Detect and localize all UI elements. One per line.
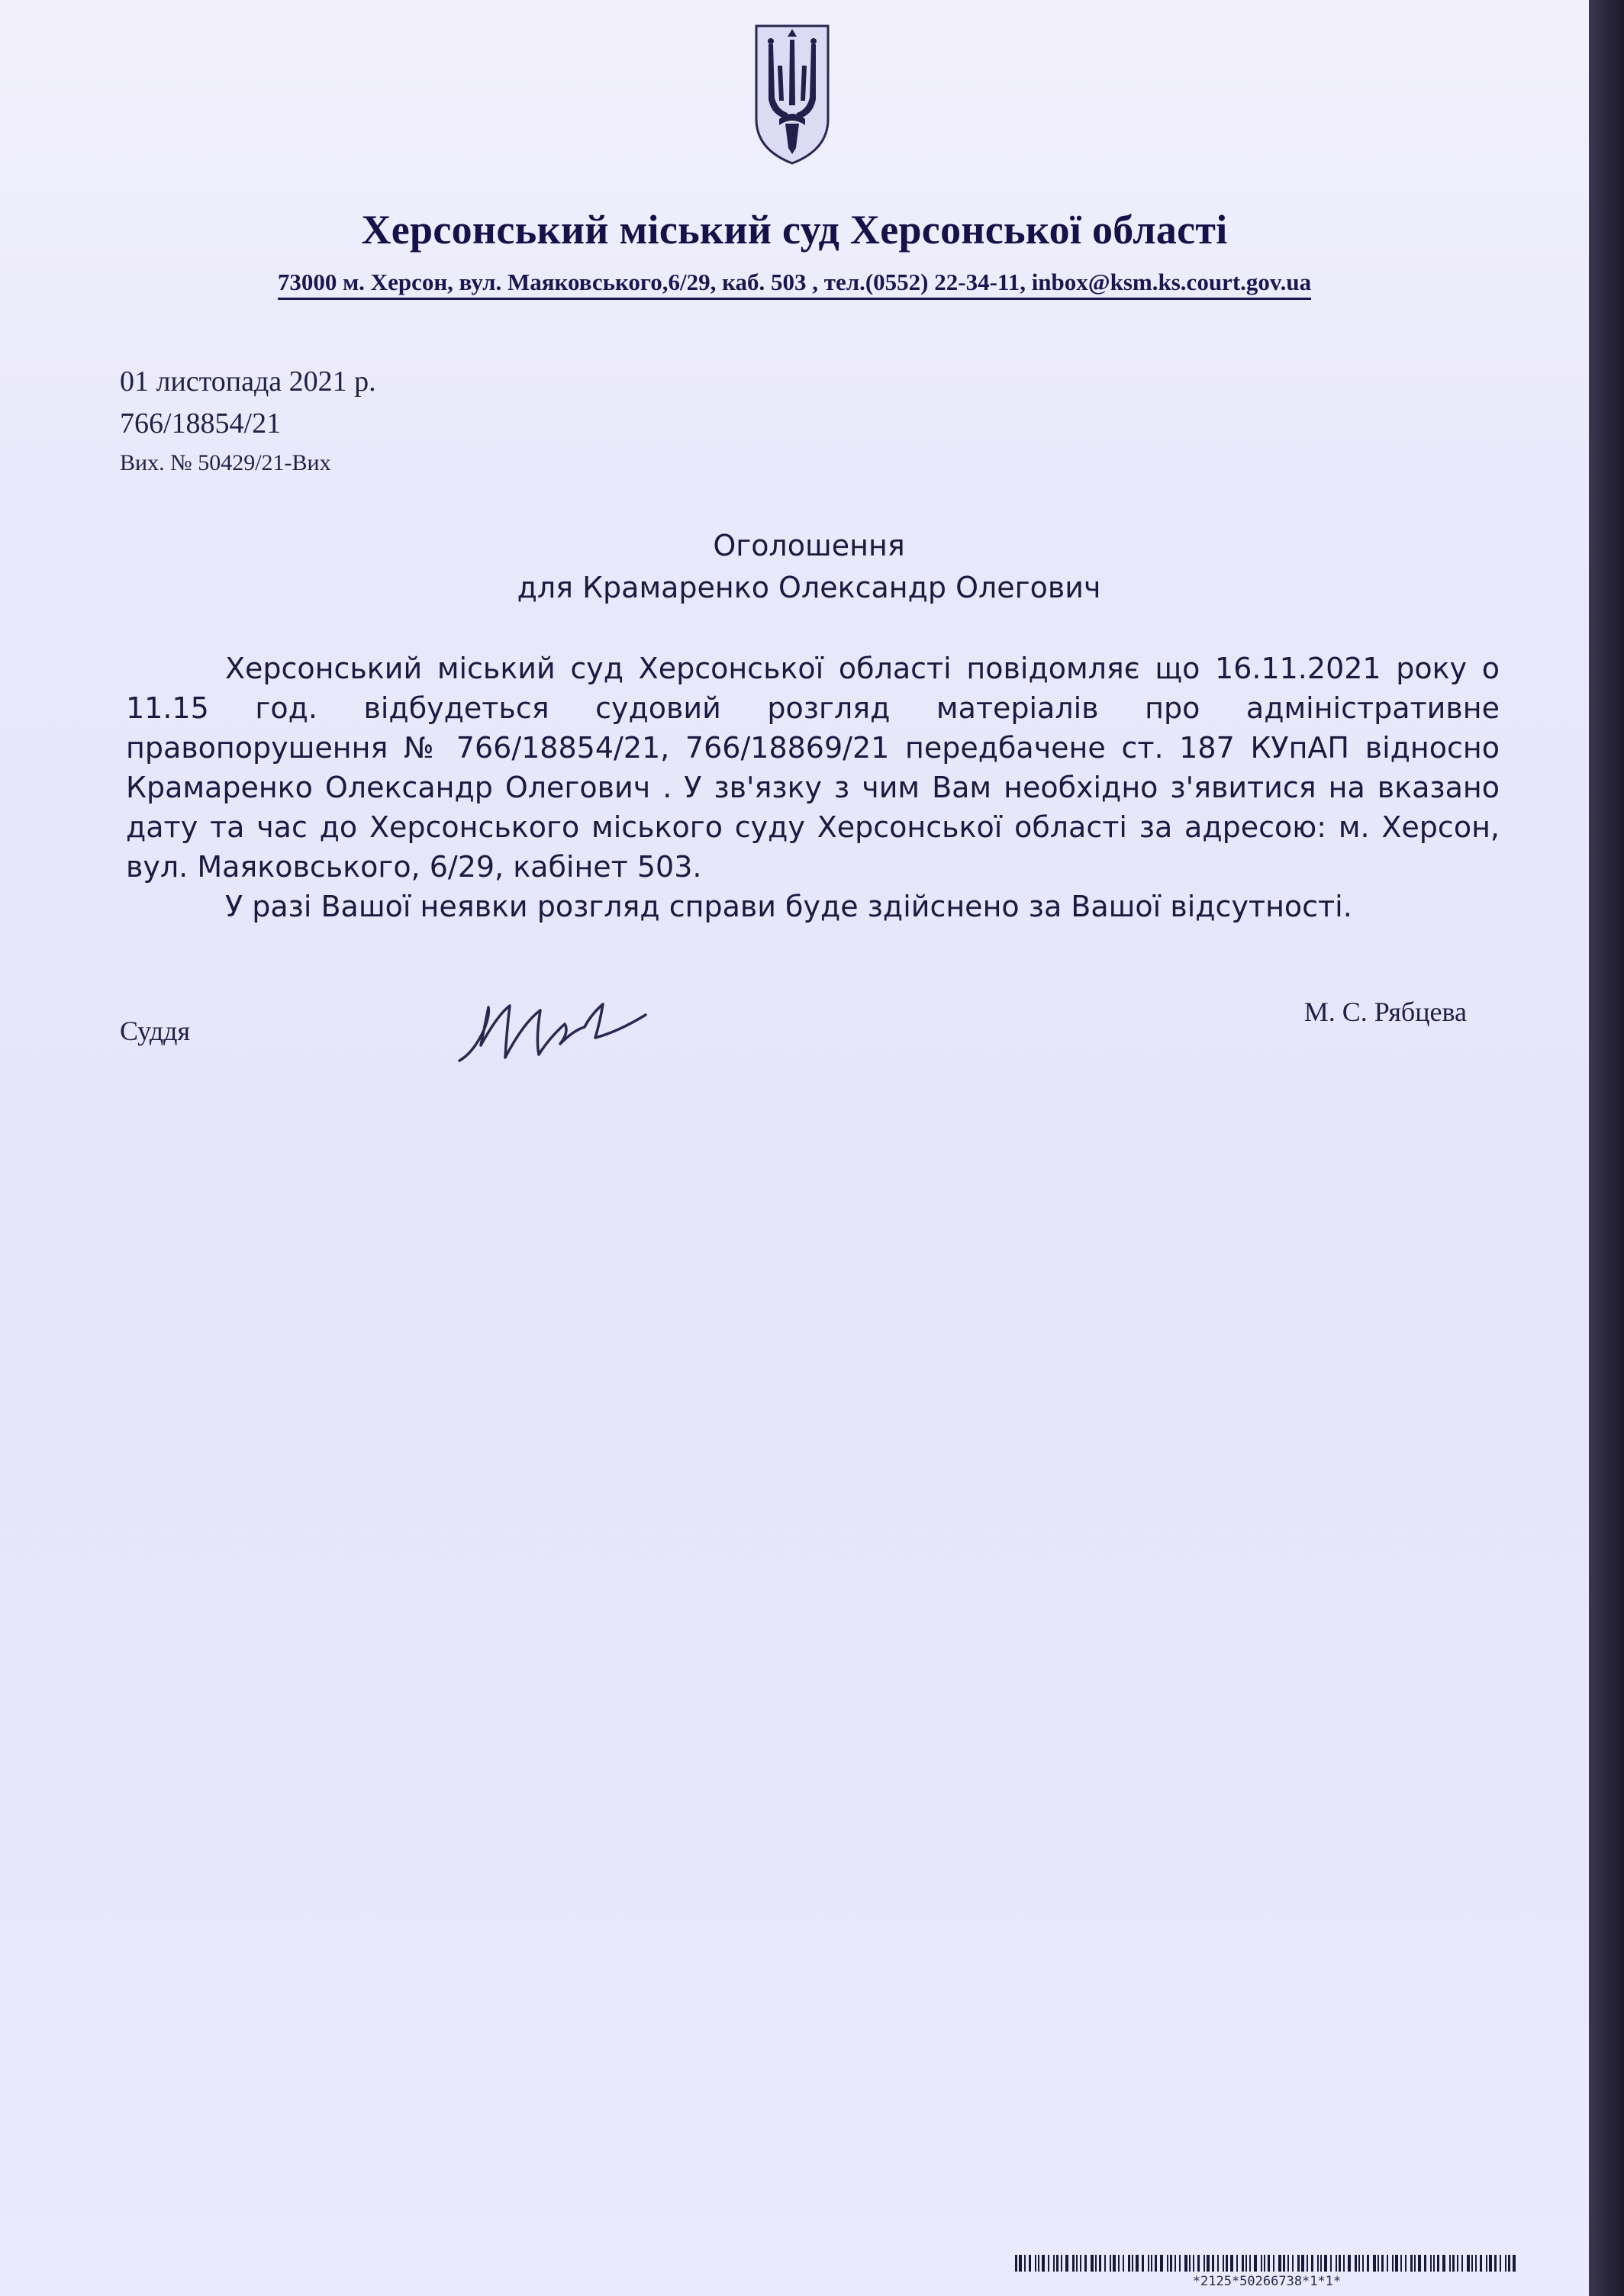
barcode-bar xyxy=(1095,2255,1097,2272)
barcode-bar xyxy=(1410,2255,1413,2272)
barcode-bar xyxy=(1242,2255,1244,2272)
barcode-bar xyxy=(1500,2255,1501,2272)
barcode-bar xyxy=(1387,2255,1388,2272)
barcode-bar xyxy=(1336,2255,1337,2272)
barcode-bar xyxy=(1099,2255,1101,2272)
barcode-bar xyxy=(1480,2255,1482,2272)
barcode-bar xyxy=(1015,2255,1017,2272)
barcode-bar xyxy=(1320,2255,1322,2272)
barcode-bar xyxy=(1442,2255,1445,2272)
barcode-bar xyxy=(1132,2255,1133,2272)
barcode-bar xyxy=(1264,2255,1265,2272)
barcode-bar xyxy=(1136,2255,1139,2272)
barcode-bar xyxy=(1217,2255,1219,2272)
announcement-title: Оголошення xyxy=(713,529,905,562)
barcode-bar xyxy=(1080,2255,1081,2272)
barcode-bar xyxy=(1245,2255,1247,2272)
barcode-bar xyxy=(1486,2255,1487,2272)
barcode-bar xyxy=(1236,2255,1238,2272)
barcode-bar xyxy=(1029,2255,1031,2272)
barcode-bar xyxy=(1301,2255,1304,2272)
barcode-bar xyxy=(1405,2255,1406,2272)
barcode-bar xyxy=(1207,2255,1210,2272)
body-paragraph-2: У разі Вашої неявки розгляд справи буде здійснено за Вашої відсутності. xyxy=(225,890,1352,923)
barcode-bar xyxy=(1091,2255,1094,2272)
barcode-bar xyxy=(1048,2255,1049,2272)
barcode-bar xyxy=(1355,2255,1357,2272)
barcode-bar xyxy=(1508,2255,1510,2272)
barcode-bar xyxy=(1254,2255,1257,2272)
barcode-bar xyxy=(1414,2255,1416,2272)
announcement-recipient: для Крамаренко Олександр Олегович xyxy=(517,571,1101,604)
barcode-bar xyxy=(1358,2255,1360,2272)
barcode-bar xyxy=(1118,2255,1120,2272)
barcode-bar xyxy=(1148,2255,1149,2272)
judge-role-label: Суддя xyxy=(120,1016,191,1046)
barcode-bar xyxy=(1042,2255,1045,2272)
court-name: Херсонський міський суд Херсонської області xyxy=(361,207,1228,253)
barcode-bar xyxy=(1424,2255,1426,2272)
barcode-bar xyxy=(1197,2255,1200,2272)
barcode-bar xyxy=(1128,2255,1130,2272)
barcode-bar xyxy=(1223,2255,1224,2272)
barcode-bar xyxy=(1494,2255,1497,2272)
barcode-bar xyxy=(1297,2255,1300,2272)
barcode-bar xyxy=(1307,2255,1308,2272)
barcode-bar xyxy=(1348,2255,1351,2272)
case-number: 766/18854/21 xyxy=(120,407,282,440)
barcode-bar xyxy=(1038,2255,1039,2272)
outgoing-number: Вих. № 50429/21-Вих xyxy=(120,450,331,475)
barcode-bar xyxy=(1392,2255,1394,2272)
barcode-bar xyxy=(1287,2255,1289,2272)
page-edge-background xyxy=(1589,0,1624,2296)
barcode-bar xyxy=(1362,2255,1364,2272)
barcode-bar xyxy=(1193,2255,1194,2272)
barcode-bar xyxy=(1449,2255,1451,2272)
barcode-bar xyxy=(1395,2255,1398,2272)
barcode-bar xyxy=(1104,2255,1106,2272)
barcode-bar xyxy=(1343,2255,1345,2272)
barcode-bar xyxy=(1155,2255,1157,2272)
court-address-line xyxy=(0,269,1589,300)
barcode-bar xyxy=(1167,2255,1168,2272)
barcode-bar xyxy=(1061,2255,1062,2272)
barcode-bar xyxy=(1505,2255,1506,2272)
barcode-bar xyxy=(1433,2255,1435,2272)
barcode-bar xyxy=(1084,2255,1087,2272)
barcode-bar xyxy=(1072,2255,1075,2272)
barcode-bar xyxy=(1113,2255,1116,2272)
barcode-bar xyxy=(1430,2255,1432,2272)
barcode-bar xyxy=(1418,2255,1421,2272)
barcode-bar xyxy=(1513,2255,1516,2272)
barcode-bar xyxy=(1452,2255,1455,2272)
barcode-bar xyxy=(1475,2255,1477,2272)
barcode-bar xyxy=(1142,2255,1144,2272)
barcode-bar xyxy=(1212,2255,1214,2272)
barcode-bar xyxy=(1261,2255,1262,2272)
barcode-bar xyxy=(1110,2255,1111,2272)
barcode-bar xyxy=(1373,2255,1376,2272)
barcode-bar xyxy=(1170,2255,1172,2272)
barcode-bar xyxy=(1019,2255,1022,2272)
barcode-bar xyxy=(1283,2255,1285,2272)
barcode-bar xyxy=(1226,2255,1228,2272)
barcode-bar xyxy=(1179,2255,1181,2272)
court-address-text: 73000 м. Херсон, вул. Маяковського,6/29, каб. 503 , тел.(0552) 22-34-11, inbox@ksm.ks.court.gov.ua xyxy=(278,269,1311,300)
barcode-bar xyxy=(1076,2255,1078,2272)
barcode-bar xyxy=(1367,2255,1369,2272)
barcode-bar xyxy=(1311,2255,1313,2272)
barcode-number: *2125*50266738*1*1* xyxy=(1192,2274,1342,2289)
announcement-body xyxy=(126,649,1500,926)
barcode-bar xyxy=(1400,2255,1402,2272)
barcode-bar xyxy=(1065,2255,1068,2272)
trident-emblem-icon xyxy=(752,21,833,166)
barcode-bar xyxy=(1035,2255,1036,2272)
barcode-bar xyxy=(1467,2255,1470,2272)
barcode-bar xyxy=(1489,2255,1492,2272)
barcode-bar xyxy=(1437,2255,1439,2272)
barcode-bar xyxy=(1268,2255,1270,2272)
barcode-bar xyxy=(1174,2255,1176,2272)
barcode-bar xyxy=(1381,2255,1384,2272)
barcode-bar xyxy=(1024,2255,1026,2272)
barcode-bar xyxy=(1056,2255,1058,2272)
judge-name: М. С. Рябцева xyxy=(1303,997,1467,1027)
barcode-bar xyxy=(1151,2255,1152,2272)
barcode-bar xyxy=(1230,2255,1233,2272)
barcode-bar xyxy=(1471,2255,1473,2272)
barcode-bar xyxy=(1339,2255,1341,2272)
body-paragraph-1: Херсонський міський суд Херсонської області повідомляє що 16.11.2021 року о 11.15 год. відбудеться судовий розгляд матеріалів про адміністративне правопорушення № 766/18854/21, 766/18869/21 передбачене ст. 187 КУпАП відносно Крамаренко Олександр Олегович . У зв'язку з чим Вам необхідно з'явитися на вказано дату та час до Херсонського міського суду Херсонської області за адресою: м. Херсон, вул. Маяковського, 6/29, кабінет 503. xyxy=(126,652,1500,884)
barcode-bar xyxy=(1273,2255,1274,2272)
barcode-bar xyxy=(1378,2255,1379,2272)
barcode-bar xyxy=(1292,2255,1294,2272)
document-date: 01 листопада 2021 р. xyxy=(120,365,376,398)
barcode-bar xyxy=(1324,2255,1327,2272)
barcode-bar xyxy=(1249,2255,1251,2272)
barcode-bar xyxy=(1053,2255,1055,2272)
barcode xyxy=(1015,2255,1519,2272)
barcode-bar xyxy=(1457,2255,1458,2272)
barcode-bar xyxy=(1317,2255,1319,2272)
barcode-bar xyxy=(1184,2255,1187,2272)
barcode-bar xyxy=(1204,2255,1205,2272)
barcode-bar xyxy=(1160,2255,1163,2272)
barcode-bar xyxy=(1278,2255,1281,2272)
barcode-bar xyxy=(1330,2255,1332,2272)
handwritten-signature xyxy=(450,984,656,1076)
barcode-bar xyxy=(1189,2255,1191,2272)
barcode-bar xyxy=(1123,2255,1124,2272)
barcode-bar xyxy=(1461,2255,1463,2272)
